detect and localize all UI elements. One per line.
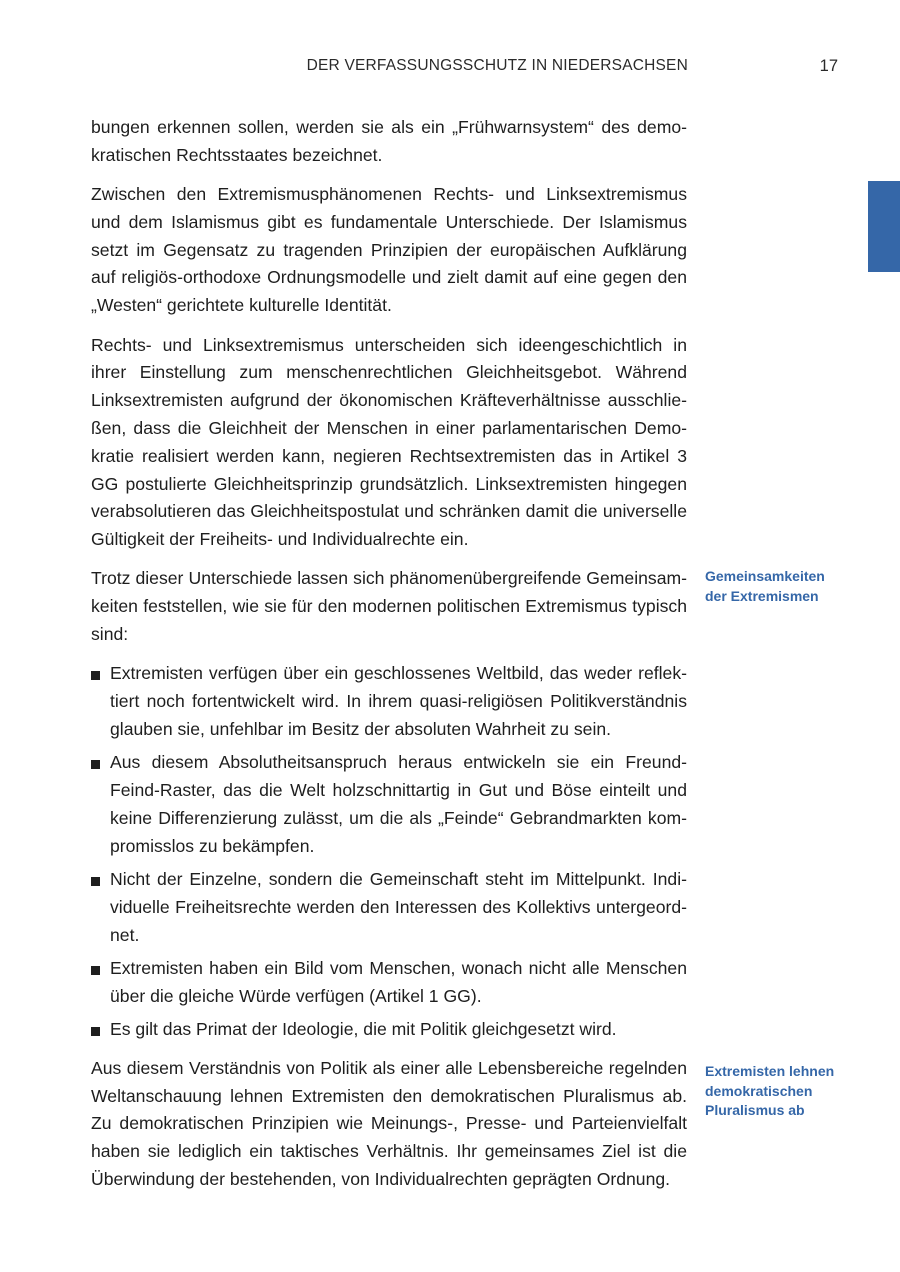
list-item: [91, 1016, 687, 1044]
square-bullet-icon: [91, 966, 100, 975]
margin-note-line: Pluralismus ab: [705, 1102, 805, 1118]
list-item: [91, 866, 687, 949]
paragraph-early-warning: bungen erkennen sollen, werden sie als ein „Frühwarnsystem“ des demokratischen Rechtsstaates bezeichnet.: [91, 117, 687, 165]
list-item-text: Es gilt das Primat der Ideologie, die mit Politik gleichgesetzt wird.: [110, 1018, 617, 1039]
square-bullet-icon: [91, 877, 100, 886]
chapter-thumb-tab: [868, 181, 900, 272]
margin-note-pluralism: [705, 1062, 845, 1121]
paragraph-common-features-intro: Trotz dieser Unterschiede lassen sich phänomenübergreifende Gemeinsamkeiten feststellen, wie sie für den modernen politischen Extremismus typisch sind:: [91, 568, 687, 645]
square-bullet-icon: [91, 760, 100, 769]
margin-note-common-features: [705, 567, 845, 606]
margin-note-line: Gemeinsamkeiten: [705, 568, 825, 584]
list-item-text: Nicht der Einzelne, sondern die Gemeinschaft steht im Mittelpunkt. Individuelle Freiheitsrechte werden den Interessen des Kollektivs untergeordnet.: [110, 868, 687, 945]
square-bullet-icon: [91, 1027, 100, 1036]
margin-note-line: demokratischen: [705, 1082, 813, 1099]
page-number: 17: [819, 57, 838, 75]
paragraph-rejection-pluralism: Aus diesem Verständnis von Politik als einer alle Lebensbereiche regelnden Weltanschauung lehnen Extremisten den demokratischen Pluralismus ab. Zu demokratischen Prinzipien wie Meinungs-, Presse- und Parteienvielfalt haben sie lediglich ein taktisches Verhältnis. Ihr gemeinsames Ziel ist die Überwindung der bestehenden, von Individualrechten geprägten Ordnung.: [91, 1057, 687, 1189]
list-item-text: Extremisten verfügen über ein geschlossenes Weltbild, das weder reflektiert noch fortentwickelt wird. In ihrem quasi-religiösen Politikverständnis glauben sie, unfehlbar im Besitz der absoluten Wahrheit zu sein.: [110, 663, 687, 739]
running-header-title: DER VERFASSUNGSSCHUTZ IN NIEDERSACHSEN: [306, 57, 688, 74]
list-item-text: Aus diesem Absolutheitsanspruch heraus entwickeln sie ein Freund-Feind-Raster, das die Welt holzschnittartig in Gut und Böse einteilt und keine Differenzierung zulässt, um die als „Feinde“ Gebrandmarkten kompromisslos zu bekämpfen.: [110, 752, 687, 856]
list-item: [91, 749, 687, 860]
square-bullet-icon: [91, 671, 100, 680]
common-features-list: [91, 660, 687, 1043]
body-text-column: [91, 114, 687, 1205]
list-item-text: Extremisten haben ein Bild vom Menschen, wonach nicht alle Menschen über die gleiche Würde verfügen (Artikel 1 GG).: [110, 957, 687, 1006]
list-item: [91, 955, 687, 1011]
margin-note-line: der Extremismen: [705, 587, 819, 604]
list-item: [91, 660, 687, 743]
paragraph-equality-principle: Rechts- und Linksextremismus unterscheiden sich ideengeschichtlich in ihrer Einstellung zum menschenrechtlichen Gleichheitsgebot. Während Linksextremisten aufgrund der ökonomischen Kräfteverhältnisse ausschließen, dass die Gleichheit der Menschen in einer parlamentarischen Demokratie realisiert werden kann, negieren Rechtsextremisten das in Artikel 3 GG postulierte Gleichheitsprinzip grundsätzlich. Linksextremisten hingegen verabsolutieren das Gleichheitspostulat und schränken damit die universelle Gültigkeit der Freiheits- und Individualrechte ein.: [91, 334, 687, 550]
paragraph-islamism-differences: Zwischen den Extremismusphänomenen Rechts- und Linksextremismus und dem Islamismus gibt es fundamentale Unterschiede. Der Islamismus setzt im Gegensatz zu tragenden Prinzipien der europäischen Aufklärung auf religiös-orthodoxe Ordnungsmodelle und zielt damit auf eine gegen den „Westen“ gerichtete kulturelle Identität.: [91, 184, 687, 316]
margin-note-line: Extremisten lehnen: [705, 1063, 835, 1079]
